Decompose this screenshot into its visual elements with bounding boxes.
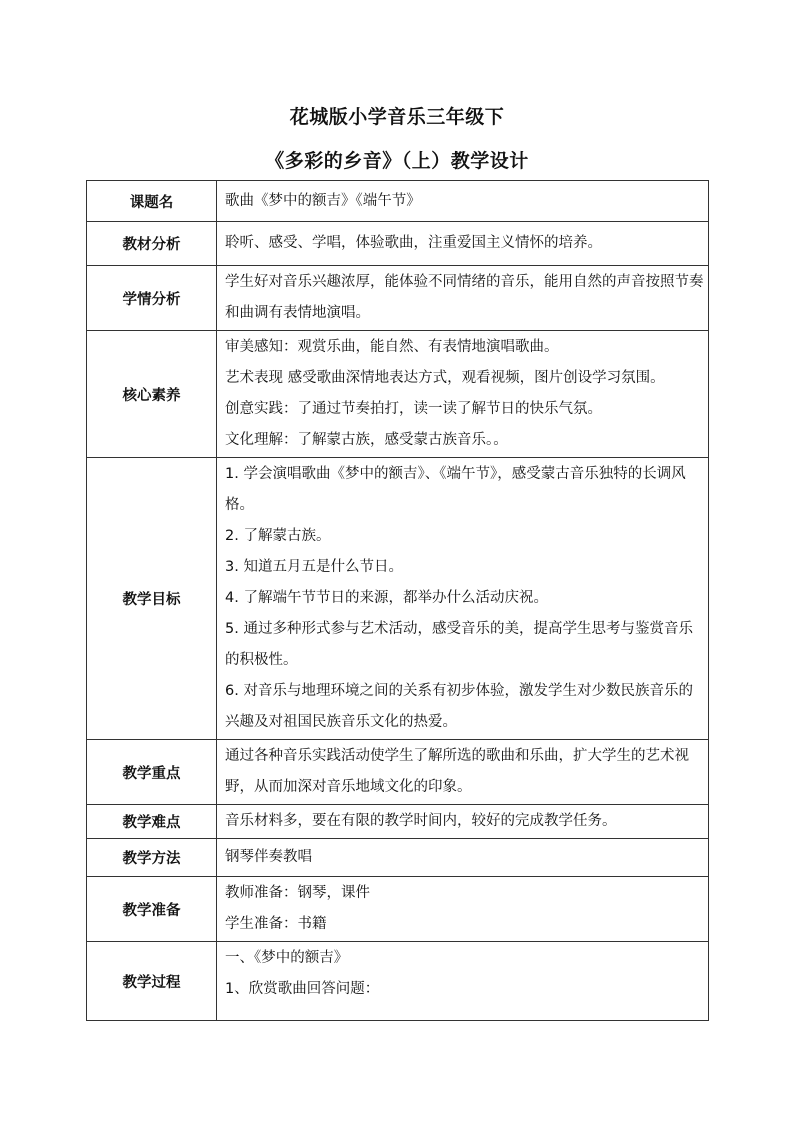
row-label: 学情分析 xyxy=(87,266,217,331)
content-line: 一、《梦中的额吉》 xyxy=(225,950,349,966)
row-content xyxy=(217,181,709,222)
content-line: 2. 了解蒙古族。 xyxy=(225,528,331,544)
content-line: 4. 了解端午节节日的来源，都举办什么活动庆祝。 xyxy=(225,590,548,606)
row-label: 教学过程 xyxy=(87,942,217,1021)
document-title: 花城版小学音乐三年级下 xyxy=(289,106,505,128)
content-line: 钢琴伴奏教唱 xyxy=(225,849,312,865)
row-content xyxy=(217,331,709,458)
row-label: 教学重点 xyxy=(87,740,217,805)
row-label: 教学难点 xyxy=(87,805,217,839)
table-row-teaching-process xyxy=(87,942,709,1021)
table-row-teaching-method xyxy=(87,839,709,877)
row-content xyxy=(217,222,709,266)
row-content xyxy=(217,942,709,1021)
content-line: 聆听、感受、学唱，体验歌曲，注重爱国主义情怀的培养。 xyxy=(225,235,602,251)
table-row-core-literacy xyxy=(87,331,709,458)
document-subtitle: 《多彩的乡音》（上）教学设计 xyxy=(265,150,529,172)
row-content xyxy=(217,877,709,942)
row-content xyxy=(217,458,709,740)
row-label: 核心素养 xyxy=(87,331,217,458)
content-line: 学生准备：书籍 xyxy=(225,916,327,932)
table-row-material-analysis xyxy=(87,222,709,266)
lesson-plan-table xyxy=(86,180,709,1021)
table-row-student-analysis xyxy=(87,266,709,331)
content-line: 通过各种音乐实践活动使学生了解所选的歌曲和乐曲，扩大学生的艺术视野，从而加深对音乐地域文化的印象。 xyxy=(225,748,689,795)
content-line: 创意实践：了通过节奏拍打，读一读了解节日的快乐气氛。 xyxy=(225,401,602,417)
content-line: 艺术表现 感受歌曲深情地表达方式，观看视频，图片创设学习氛围。 xyxy=(225,370,665,386)
table-row-difficulties xyxy=(87,805,709,839)
content-line: 审美感知：观赏乐曲，能自然、有表情地演唱歌曲。 xyxy=(225,339,559,355)
table-row-teaching-objectives xyxy=(87,458,709,740)
table-row-topic xyxy=(87,181,709,222)
content-line: 1、欣赏歌曲回答问题： xyxy=(225,981,380,997)
row-label: 教学方法 xyxy=(87,839,217,877)
content-line: 音乐材料多，要在有限的教学时间内，较好的完成教学任务。 xyxy=(225,813,617,829)
content-line: 1. 学会演唱歌曲《梦中的额吉》、《端午节》，感受蒙古音乐独特的长调风格。 xyxy=(225,466,686,513)
content-line: 5. 通过多种形式参与艺术活动，感受音乐的美，提高学生思考与鉴赏音乐的积极性。 xyxy=(225,621,693,668)
row-content xyxy=(217,839,709,877)
table-row-preparation xyxy=(87,877,709,942)
content-line: 学生好对音乐兴趣浓厚，能体验不同情绪的音乐，能用自然的声音按照节奏和曲调有表情地演唱。 xyxy=(225,274,704,321)
row-content xyxy=(217,740,709,805)
row-content xyxy=(217,805,709,839)
row-label: 课题名 xyxy=(87,181,217,222)
row-label: 教材分析 xyxy=(87,222,217,266)
content-line: 教师准备：钢琴，课件 xyxy=(225,885,370,901)
content-line: 3. 知道五月五是什么节日。 xyxy=(225,559,403,575)
content-line: 6. 对音乐与地理环境之间的关系有初步体验，激发学生对少数民族音乐的兴趣及对祖国民族音乐文化的热爱。 xyxy=(225,683,693,730)
content-line: 歌曲《梦中的额吉》《端午节》 xyxy=(225,192,421,209)
row-content xyxy=(217,266,709,331)
row-label: 教学准备 xyxy=(87,877,217,942)
row-label: 教学目标 xyxy=(87,458,217,740)
content-line: 文化理解：了解蒙古族，感受蒙古族音乐。。 xyxy=(225,432,508,448)
table-row-key-points xyxy=(87,740,709,805)
